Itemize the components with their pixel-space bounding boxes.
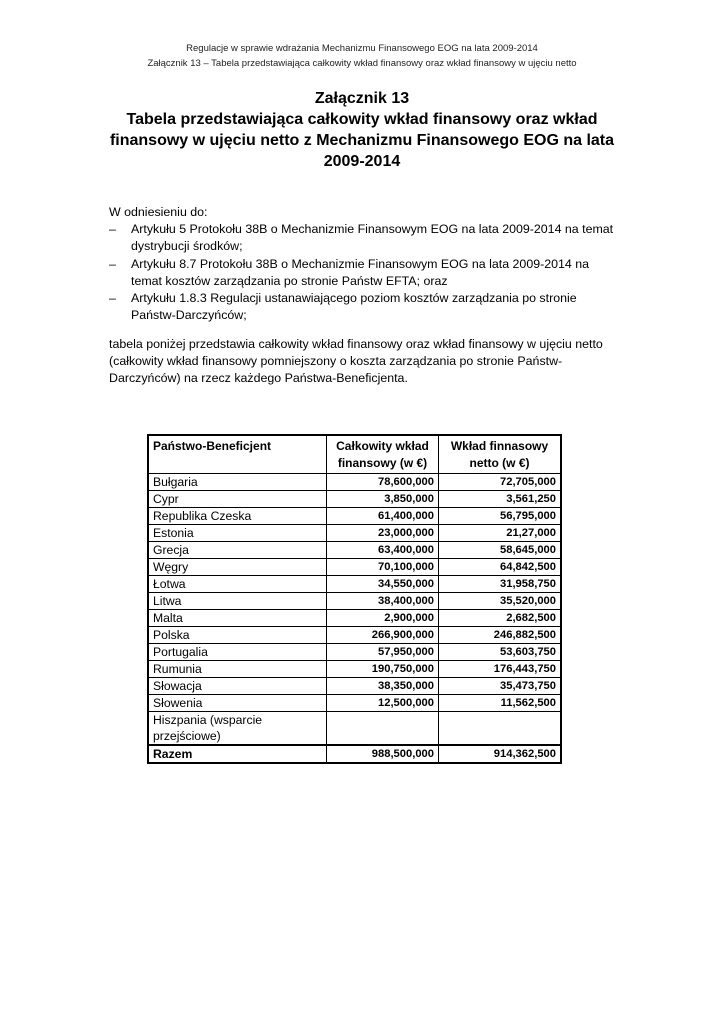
total-cell: 266,900,000 [327,627,439,644]
reference-list [109,221,619,324]
net-cell: 21,27,000 [439,525,562,542]
grand-net-cell: 914,362,500 [439,745,562,763]
total-cell: 34,550,000 [327,576,439,593]
table-total-row [148,745,561,763]
total-cell: 38,350,000 [327,678,439,695]
table-row [148,559,561,576]
header-line-2: Załącznik 13 – Tabela przedstawiająca całkowity wkład finansowy oraz wkład finansowy w ujęciu netto [147,58,577,69]
paragraph-line: (całkowity wkład finansowy pomniejszony o koszta zarządzania po stronie Państw- [109,354,563,369]
net-cell: 72,705,000 [439,474,562,491]
reference-item [109,221,619,255]
reference-text: Artykułu 5 Protokołu 38B o Mechanizmie Finansowym EOG na lata 2009-2014 na temat [131,222,614,237]
country-cell: Hiszpania (wsparcie przejściowe) [148,712,327,746]
total-cell [327,712,439,746]
dash-bullet-icon: – [109,291,116,306]
reference-text: temat kosztów zarządzania po stronie Państw EFTA; oraz [131,273,448,288]
net-cell [439,712,562,746]
country-cell: Łotwa [148,576,327,593]
dash-bullet-icon: – [109,222,116,237]
intro-section [109,204,619,324]
table-row [148,678,561,695]
net-cell: 2,682,500 [439,610,562,627]
reference-text: Artykułu 1.8.3 Regulacji ustanawiającego poziom kosztów zarządzania po stronie [131,291,577,306]
header-line-1: Regulacje w sprawie wdrażania Mechanizmu Finansowego EOG na lata 2009-2014 [186,43,538,54]
table-row [148,661,561,678]
table-row [148,695,561,712]
reference-item [109,290,619,324]
total-cell: 23,000,000 [327,525,439,542]
reference-item [109,256,619,290]
net-cell: 35,473,750 [439,678,562,695]
running-header [0,41,724,71]
intro-lead: W odniesieniu do: [109,205,208,219]
table-row [148,474,561,491]
country-cell: Republika Czeska [148,508,327,525]
net-cell: 58,645,000 [439,542,562,559]
document-title [100,88,624,172]
total-cell: 61,400,000 [327,508,439,525]
table-header-row [148,435,561,474]
table-row [148,508,561,525]
paragraph-line: Darczyńców) na rzecz każdego Państwa-Beneficjenta. [109,371,408,386]
table-row [148,610,561,627]
table-row [148,542,561,559]
total-cell: 70,100,000 [327,559,439,576]
country-cell: Malta [148,610,327,627]
total-cell: 3,850,000 [327,491,439,508]
reference-text: dystrybucji środków; [131,239,243,254]
country-cell: Rumunia [148,661,327,678]
country-cell: Słowenia [148,695,327,712]
description-paragraph [109,336,629,388]
total-cell: 57,950,000 [327,644,439,661]
net-cell: 64,842,500 [439,559,562,576]
title-line-2: Tabela przedstawiająca całkowity wkład finansowy oraz wkład [126,111,598,128]
contribution-table [147,434,562,764]
table-row [148,525,561,542]
country-cell: Litwa [148,593,327,610]
grand-total-cell: 988,500,000 [327,745,439,763]
country-cell: Polska [148,627,327,644]
table-row [148,593,561,610]
title-line-3: finansowy w ujęciu netto z Mechanizmu Finansowego EOG na lata [109,132,615,149]
total-cell: 2,900,000 [327,610,439,627]
reference-text: Artykułu 8.7 Protokołu 38B o Mechanizmie Finansowym EOG na lata 2009-2014 na [131,256,590,271]
header-net: Wkład finnasowy netto (w €) [439,435,562,474]
net-cell: 246,882,500 [439,627,562,644]
net-cell: 3,561,250 [439,491,562,508]
country-cell: Grecja [148,542,327,559]
title-line-4: 2009-2014 [323,153,401,170]
net-cell: 56,795,000 [439,508,562,525]
title-line-1: Załącznik 13 [314,90,410,107]
country-cell: Bułgaria [148,474,327,491]
country-cell: Słowacja [148,678,327,695]
total-cell: 38,400,000 [327,593,439,610]
country-cell: Węgry [148,559,327,576]
table-row [148,576,561,593]
net-cell: 35,520,000 [439,593,562,610]
net-cell: 31,958,750 [439,576,562,593]
table-row-spain [148,712,561,746]
total-cell: 63,400,000 [327,542,439,559]
total-cell: 12,500,000 [327,695,439,712]
dash-bullet-icon: – [109,256,116,271]
reference-text: Państw-Darczyńców; [131,308,247,323]
country-cell: Portugalia [148,644,327,661]
net-cell: 53,603,750 [439,644,562,661]
total-cell: 78,600,000 [327,474,439,491]
paragraph-line: tabela poniżej przedstawia całkowity wkład finansowy oraz wkład finansowy w ujęciu netto [109,337,603,351]
header-total: Całkowity wkład finansowy (w €) [327,435,439,474]
country-cell: Estonia [148,525,327,542]
table-row [148,644,561,661]
net-cell: 11,562,500 [439,695,562,712]
net-cell: 176,443,750 [439,661,562,678]
header-country: Państwo-Beneficjent [148,435,327,474]
country-cell: Cypr [148,491,327,508]
total-cell: 190,750,000 [327,661,439,678]
table-row [148,491,561,508]
total-label: Razem [148,745,327,763]
table-row [148,627,561,644]
